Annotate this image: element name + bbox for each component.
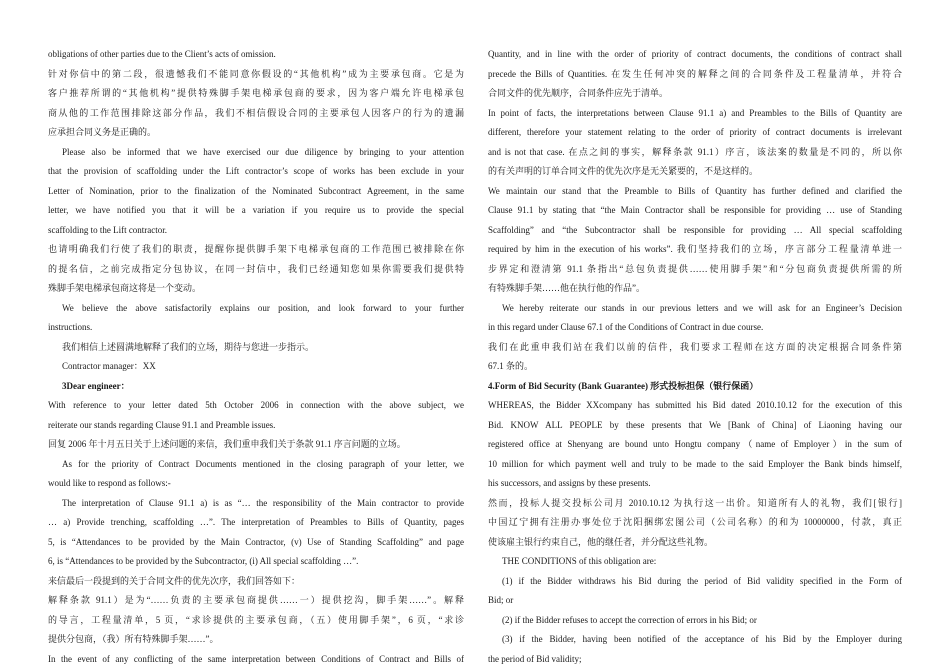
text-line: 也请明确我们行使了我们的职责，提醒你提供脚手架下电梯承包商的工作范围已被排除在你 <box>48 244 464 254</box>
text-line: In point of facts, the interpretations between Clause 91.1 a) and Preambles to the Bills of Quantity are <box>488 108 902 118</box>
text-line: 3Dear engineer： <box>62 381 130 391</box>
text-line: precede the Bills of Quantities. 在发生任何冲突的解释之间的合同条件及工程量清单，并符合 <box>488 69 902 79</box>
text-line: in this regard under Clause 67.1 of the Conditions of Contract in due course. <box>488 322 764 332</box>
text-line: his successors, and assigns by these presents. <box>488 478 651 488</box>
text-line: 提供分包商，（我）所有特殊脚手架……”。 <box>48 634 219 644</box>
text-line: 5, is “Attendances to be provided by the Main Contractor, (v) Use of Standing Scaffolding” and page <box>48 537 464 547</box>
text-line: We hereby reiterate our stands in our previous letters and we will ask for an Engineer’s Decision <box>502 303 902 313</box>
text-line: The interpretation of Clause 91.1 a) is as “… the responsibility of the Main contractor to provide <box>62 498 464 508</box>
text-line: 解释条款 91.1）是为“……负责的主要承包商提供……一）提供挖沟，脚手架……”。解释 <box>48 595 464 605</box>
text-line: required by him in the execution of his works”. 我们坚持我们的立场，序言部分工程量清单进一 <box>488 244 902 254</box>
text-line: 商从他的工作范围排除这部分作品，我们不相信假设合同的主要承包人因客户的行为的遗漏 <box>48 108 464 118</box>
text-line: 4.Form of Bid Security (Bank Guarantee) 形式投标担保（银行保函） <box>488 381 759 391</box>
text-line: 中国辽宁拥有注册办事处位于沈阳捆绑宏图公司（公司名称）的和为 10000000，付款，真正 <box>488 517 902 527</box>
text-line: (3) if the Bidder, having been notified of the acceptance of his Bid by the Employer during <box>502 634 902 644</box>
text-line: Bid. KNOW ALL PEOPLE by these presents that We [Bank of China] of Liaoning having our <box>488 420 902 430</box>
text-line: the period of Bid validity; <box>488 654 582 664</box>
text-line: 步界定和澄清第 91.1 条指出“总包负责提供……使用脚手架”和“分包商负责提供所需的所 <box>488 264 902 274</box>
text-line: We maintain our stand that the Preamble to Bills of Quantity has further defined and clarified the <box>488 186 902 196</box>
text-line: 针对你信中的第二段，很遗憾我们不能同意你假设的“其他机构”成为主要承包商。它是为 <box>48 69 464 79</box>
text-line: obligations of other parties due to the Client’s acts of omission. <box>48 49 276 59</box>
text-line: Clause 91.1 by stating that “the Main Contractor shall be responsible for providing … use of Standing <box>488 205 902 215</box>
text-line: 的有关声明的订单合同文件的优先次序是无关紧要的，不是这样的。 <box>488 166 759 176</box>
text-line: 应承担合同义务是正确的。 <box>48 127 157 137</box>
text-line: In the event of any conflicting of the same interpretation between Conditions of Contract and Bills of <box>48 654 464 664</box>
text-line: … a) Provide trenching, scaffolding …”. The interpretation of Preambles to Bills of Quantity, pages <box>48 517 464 527</box>
text-line: 来信最后一段提到的关于合同文件的优先次序，我们回答如下： <box>48 576 301 586</box>
text-line: 然而，投标人提交投标公司月 2010.10.12 为执行这一出价。知道所有人的礼物，我们[银行] <box>488 498 902 508</box>
text-line: 10 million for which payment well and truly to be made to the said Employer the Bank binds himself, <box>488 459 902 469</box>
text-line: letter, we have notified you that it will be a variation if you require us to provide the special <box>48 205 464 215</box>
text-line: 合同文件的优先顺序，合同条件应先于清单。 <box>488 88 669 98</box>
text-line: 67.1 条的。 <box>488 361 534 371</box>
text-line: Contractor manager：XX <box>62 361 156 371</box>
text-line: 我们相信上述圆满地解释了我们的立场，期待与您进一步指示。 <box>62 342 315 352</box>
text-line: 客户推荐所谓的“其他机构”提供特殊脚手架电梯承包商的要求，因为客户端允许电梯承包 <box>48 88 464 98</box>
text-line: Please also be informed that we have exercised our due diligence by bringing to your attention <box>62 147 464 157</box>
text-line: Quantity, and in line with the order of priority of contract documents, the conditions of contract shall <box>488 49 902 59</box>
text-line: registered office at Shenyang are bound unto Hongtu company（name of Employer）in the sum of <box>488 439 902 449</box>
text-line: We believe the above satisfactorily explains our position, and look forward to your further <box>62 303 464 313</box>
text-line: 使该雇主银行约束自己，他的继任者，并分配这些礼物。 <box>488 537 714 547</box>
text-line: (1) if the Bidder withdraws his Bid during the period of Bid validity specified in the Form of <box>502 576 902 586</box>
text-line: Scaffolding” and “the Subcontractor shall be responsible for providing … All special scaffolding <box>488 225 902 235</box>
text-line: With reference to your letter dated 5th October 2006 in connection with the above subject, we <box>48 400 464 410</box>
text-line: 殊脚手架电梯承包商这将是一个变动。 <box>48 283 202 293</box>
text-line: scaffolding to the Lift contractor. <box>48 225 168 235</box>
text-line: that the provision of scaffolding under the Lift contractor’s scope of works has been exclude in your <box>48 166 464 176</box>
text-line: would like to respond as follows:- <box>48 478 171 488</box>
text-line: 我们在此重申我们站在我们以前的信件，我们要求工程师在这方面的决定根据合同条件第 <box>488 342 902 352</box>
text-line: 6, is “Attendances to be provided by the Subcontractor, (i) All special scaffolding …”. <box>48 556 359 566</box>
text-line: and is not that case. 在点之间的事实，解释条款 91.1）序言，该法案的数量是不同的，所以你 <box>488 147 902 157</box>
text-line: (2) if the Bidder refuses to accept the correction of errors in his Bid; or <box>502 615 757 625</box>
text-line: 的提名信，之前完成指定分包协议，在同一封信中，我们已经通知您如果你需要我们提供特 <box>48 264 464 274</box>
text-line: reiterate our stands regarding Clause 91.1 and Preamble issues. <box>48 420 276 430</box>
text-line: different, therefore your statement relating to the order of priority of contract documents is irrelevant <box>488 127 902 137</box>
text-line: As for the priority of Contract Documents mentioned in the closing paragraph of your letter, we <box>62 459 464 469</box>
text-line: Bid; or <box>488 595 514 605</box>
text-line: Letter of Nomination, prior to the finalization of the Nominated Subcontract Agreement, in the same <box>48 186 464 196</box>
text-line: WHEREAS, the Bidder XXcompany has submitted his Bid dated 2010.10.12 for the execution of this <box>488 400 902 410</box>
text-line: THE CONDITIONS of this obligation are: <box>502 556 657 566</box>
text-line: instructions. <box>48 322 93 332</box>
text-line: 的导言，工程量清单，5 页，“求诊提供的主要承包商，（五）使用脚手架”，6 页，“求诊 <box>48 615 464 625</box>
text-line: 回复 2006 年十月五日关于上述问题的来信，我们重申我们关于条款 91.1 序言问题的立场。 <box>48 439 406 449</box>
text-line: 有特殊脚手架……他在执行他的作品”。 <box>488 283 645 293</box>
